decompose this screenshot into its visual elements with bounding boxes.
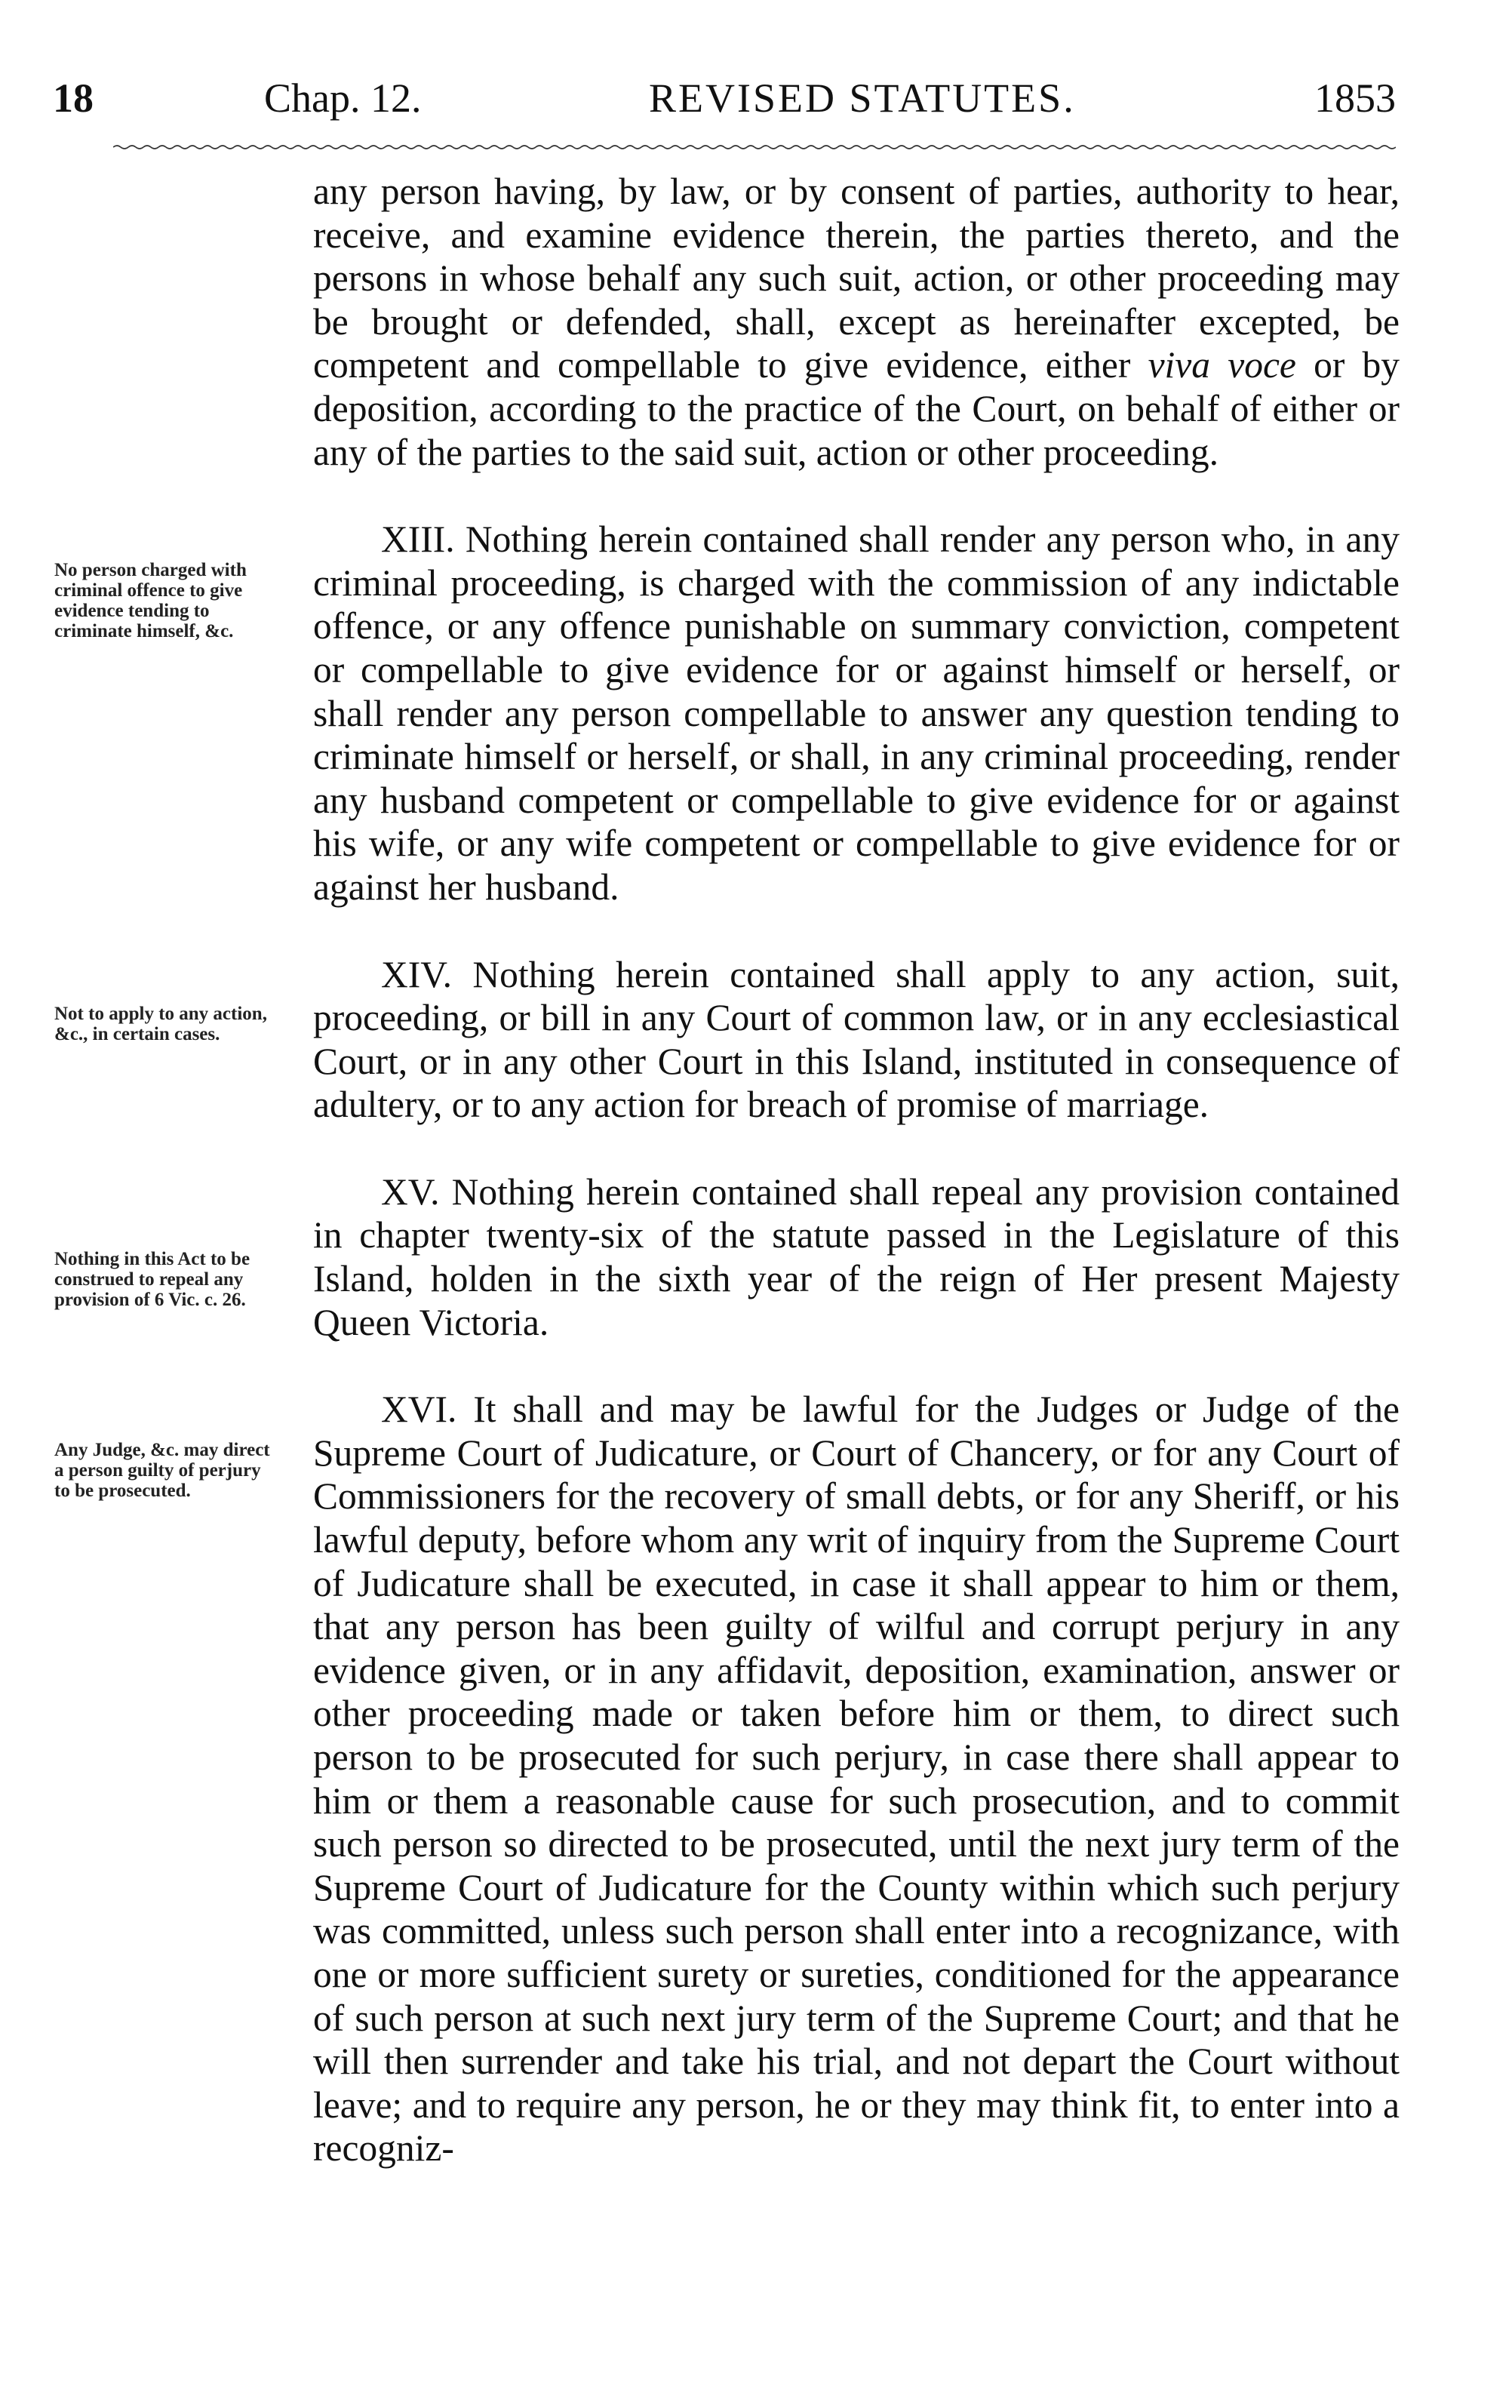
margin-note-section-xv: Nothing in this Act to be construed to repeal any provision of 6 Vic. c. 26. bbox=[54, 1249, 250, 1310]
paragraph-continued: any person having, by law, or by consent of parties, authority to hear, receive, and examine evidence therein, the parties thereto, and the persons in whose behalf any such suit, action, or other proceeding may be brought or defended, shall, except as hereinafter excepted, be competent and compellable to give evidence, either viva voce or by deposition, according to the practice of the Court, on behalf of either or any of the parties to the said suit, action or other proceeding. bbox=[313, 171, 1400, 473]
page-number: 18 bbox=[53, 75, 94, 121]
chapter-label: Chap. 12. bbox=[264, 75, 422, 121]
running-title: REVISED STATUTES. bbox=[649, 75, 1076, 121]
margin-note-section-xiv: Not to apply to any action, &c., in certain cases. bbox=[54, 1004, 267, 1044]
header-year: 1853 bbox=[1314, 75, 1396, 121]
header-wavy-rule bbox=[113, 143, 1396, 151]
section-xv: XV. Nothing herein contained shall repeal any provision contained in chapter twenty-six of the statute passed in the Legislature of this Island, holden in the sixth year of the reign of Her present Majesty Queen Victoria. bbox=[313, 1170, 1400, 1343]
section-xiii: XIII. Nothing herein contained shall render any person who, in any criminal proceeding, is charged with the commission of any indictable offence, or any offence punishable on summary conviction, competent or compellable to give evidence for or against himself or herself, or shall render any person compellable to answer any question tending to criminate himself or herself, or shall, in any criminal proceeding, render any husband competent or compellable to give evidence for or against his wife, or any wife competent or compellable to give evidence for or against her husband. bbox=[313, 518, 1400, 908]
section-xiv: XIV. Nothing herein contained shall apply to any action, suit, proceeding, or bill in any Court of common law, or in any ecclesiastical Court, or in any other Court in this Island, instituted in consequence of adultery, or to any action for breach of promise of marriage. bbox=[313, 953, 1400, 1126]
statute-body bbox=[313, 170, 1400, 2170]
margin-note-section-xvi: Any Judge, &c. may direct a person guilty of perjury to be prosecuted. bbox=[54, 1440, 270, 1501]
section-xvi: XVI. It shall and may be lawful for the Judges or Judge of the Supreme Court of Judicature, or Court of Chancery, or for any Court of Commissioners for the recovery of small debts, or for any Sheriff, or his lawful deputy, before whom any writ of inquiry from the Supreme Court of Judicature shall be executed, in case it shall appear to him or them, that any person has been guilty of wilful and corrupt perjury in any evidence given, or in any affidavit, deposition, examination, answer or other proceeding made or taken before him or them, to direct such person to be prosecuted for such perjury, in case there shall appear to him or them a reasonable cause for such prosecution, and to commit such person so directed to be prosecuted, until the next jury term of the Supreme Court of Judicature for the County within which such perjury was committed, unless such person shall enter into a recognizance, with one or more sufficient surety or sureties, conditioned for the appearance of such person at such next jury term of the Supreme Court; and that he will then surrender and take his trial, and not depart the Court without leave; and to require any person, he or they may think fit, to enter into a recogniz- bbox=[313, 1389, 1400, 2170]
latin-phrase: viva voce bbox=[1148, 344, 1296, 386]
margin-note-section-xiii: No person charged with criminal offence to give evidence tending to criminate himself, &c. bbox=[54, 560, 247, 641]
page-header bbox=[53, 68, 1396, 128]
